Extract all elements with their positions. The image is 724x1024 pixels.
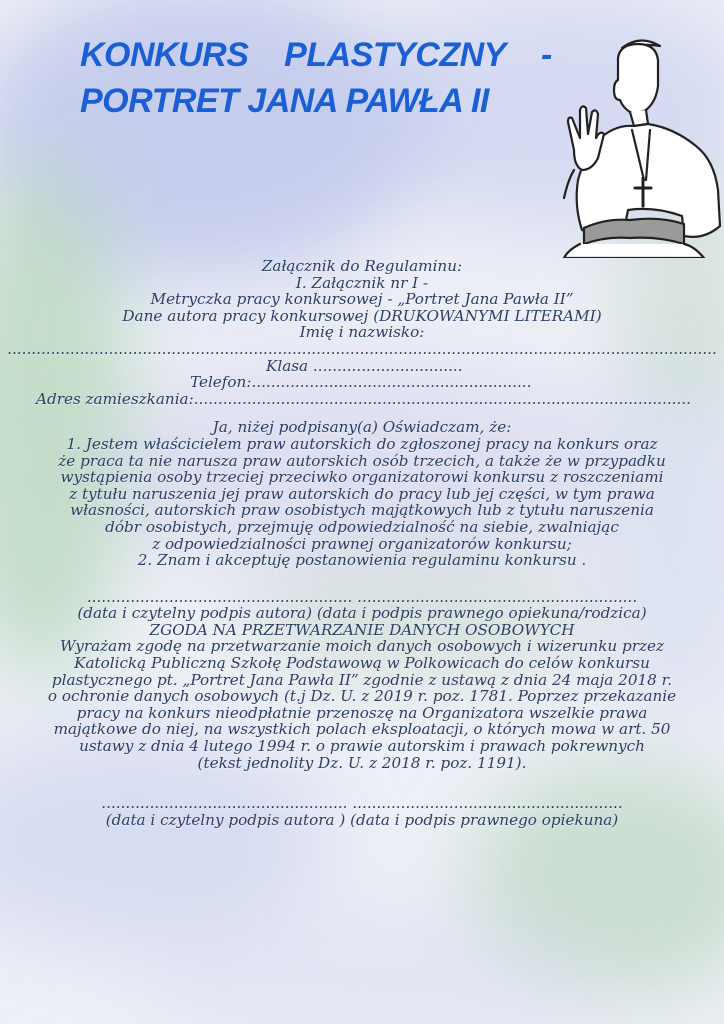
consent-line: pracy na konkurs nieodpłatnie przenoszę na Organizatora wszelkie prawa: [76, 703, 648, 722]
declaration-signature-caption: (data i czytelny podpis autora) (data i podpis prawnego opiekuna/rodzica): [77, 604, 647, 623]
consent-line: ustawy z dnia 4 lutego 1994 r. o prawie autorskim i prawach pokrewnych: [79, 737, 645, 756]
consent-heading: ZGODA NA PRZETWARZANIE DANYCH OSOBOWYCH: [149, 620, 575, 639]
declaration-line: 2. Znam i akceptuję postanowienia regulaminu konkursu .: [137, 551, 587, 570]
annex-subtitle: Metryczka pracy konkursowej - „Portret Jana Pawła II”: [150, 290, 574, 309]
class-field[interactable]: Klasa ...............................: [266, 356, 463, 375]
author-data-heading: Dane autora pracy konkursowej (DRUKOWANYMI LITERAMI): [122, 306, 602, 325]
title-line-2: PORTRET JANA PAWŁA II: [80, 82, 489, 120]
declaration-line: 1. Jestem właścicielem praw autorskich do zgłoszonej pracy na konkurs oraz: [66, 434, 658, 453]
consent-line: (tekst jednolity Dz. U. z 2018 r. poz. 1191).: [197, 753, 527, 772]
annex-title: Załącznik do Regulaminu:: [261, 257, 463, 275]
consent-signature-caption: (data i czytelny podpis autora ) (data i podpis prawnego opiekuna): [105, 810, 619, 829]
declaration-line: z tytułu naruszenia jej praw autorskich do pracy lub jej części, w tym prawa: [69, 484, 655, 503]
form-document: [0, 258, 724, 828]
declaration-intro: Ja, niżej podpisany(a) Oświadczam, że:: [212, 418, 512, 437]
consent-line: plastycznego pt. „Portret Jana Pawła II” zgodnie z ustawą z dnia 24 maja 2018 r.: [51, 670, 673, 689]
consent-line: majątkowe do niej, na wszystkich polach eksploatacji, o których mowa w art. 50: [53, 720, 671, 739]
consent-line: Wyrażam zgodę na przetwarzanie moich danych osobowych i wizerunku przez: [60, 637, 664, 656]
declaration-line: własności, autorskich praw osobistych majątkowych lub z tytułu naruszenia: [70, 501, 654, 520]
address-field[interactable]: Adres zamieszkania:.......................................................................................................: [36, 389, 691, 408]
phone-field[interactable]: Telefon:..........................................................: [190, 373, 532, 392]
name-label: Imię i nazwisko:: [299, 323, 425, 342]
consent-line: o ochronie danych osobowych (t.j Dz. U. z 2019 r. poz. 1781. Poprzez przekazanie: [47, 687, 677, 706]
name-field[interactable]: ...................................................................................................................................................: [7, 339, 717, 358]
declaration-line: dóbr osobistych, przejmuję odpowiedzialność na siebie, zwalniając: [105, 517, 619, 536]
declaration-line: wystąpienia osoby trzeciej przeciwko organizatorowi konkursu z roszczeniami: [60, 468, 664, 487]
declaration-signature-field[interactable]: ....................................................... ..........................................................: [86, 587, 638, 606]
page-title: [80, 32, 600, 124]
consent-line: Katolicką Publiczną Szkołę Podstawową w Polkowicach do celów konkursu: [74, 654, 650, 673]
declaration-line: że praca ta nie narusza praw autorskich osób trzecich, a także że w przypadku: [58, 451, 666, 470]
annex-number: I. Załącznik nr I -: [295, 273, 429, 292]
title-line-1: KONKURS PLASTYCZNY -: [80, 36, 552, 74]
declaration-line: z odpowiedzialności prawnej organizatorów konkursu;: [152, 534, 572, 553]
consent-signature-field[interactable]: ................................................... ........................................................: [101, 794, 623, 813]
